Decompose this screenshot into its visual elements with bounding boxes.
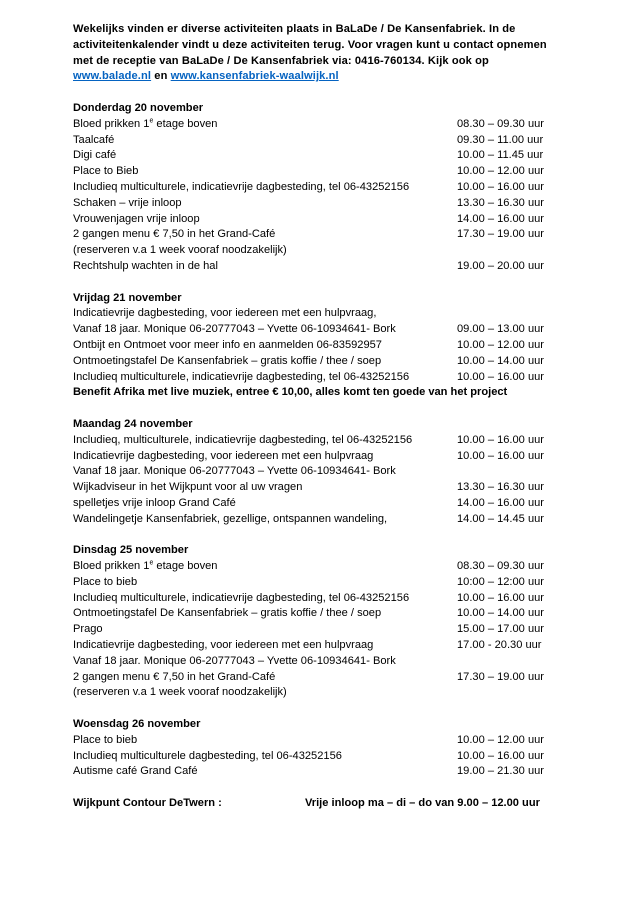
activity-label: Indicatievrije dagbesteding, voor iedereen met een hulpvraag: [73, 449, 374, 462]
activity-label: Includieq multiculturele, indicatievrije dagbesteding, tel 06-43252156: [73, 591, 410, 604]
activity-row: [73, 227, 580, 243]
activity-row: [73, 638, 580, 654]
activity-time: 14.00 – 14.45 uur: [457, 512, 544, 525]
activity-row: [73, 733, 580, 749]
activity-label: Vanaf 18 jaar. Monique 06-20777043 – Yvette 06-10934641- Bork: [73, 323, 396, 336]
balade-website-link[interactable]: www.balade.nl: [73, 70, 152, 83]
activity-row: [73, 496, 580, 512]
activity-row: [73, 449, 580, 465]
activity-label: (reserveren v.a 1 week vooraf noodzakelijk): [73, 244, 287, 257]
day-section-spacer: [73, 401, 580, 417]
activity-time: 14.00 – 16.00 uur: [457, 496, 544, 509]
activity-label: Indicatievrije dagbesteding, voor iedereen met een hulpvraag: [73, 639, 374, 652]
activity-label: Rechtshulp wachten in de hal: [73, 259, 218, 272]
activity-row: [73, 212, 580, 228]
activity-label: 2 gangen menu € 7,50 in het Grand-Café: [73, 670, 276, 683]
activity-time: 08.30 – 09.30 uur: [457, 117, 544, 130]
activity-row: [73, 749, 580, 765]
activity-row: [73, 338, 580, 354]
activity-time: 19.00 – 20.00 uur: [457, 259, 544, 272]
activity-time: 10.00 – 16.00 uur: [457, 433, 544, 446]
ordinal-superscript: e: [149, 117, 154, 125]
activity-row: [73, 480, 580, 496]
activity-time: 09.30 – 11.00 uur: [457, 133, 544, 146]
activity-row: [73, 259, 580, 275]
kansenfabriek-website-link[interactable]: www.kansenfabriek-waalwijk.nl: [170, 70, 339, 83]
intro-conjunction-text: en: [154, 70, 168, 83]
activity-label: Wijkadviseur in het Wijkpunt voor al uw vragen: [73, 481, 303, 494]
activity-time: 13.30 – 16.30 uur: [457, 481, 544, 494]
activity-row: [73, 243, 580, 259]
activity-row: [73, 433, 580, 449]
activity-row: [73, 654, 580, 670]
day-title: Vrijdag 21 november: [73, 291, 182, 304]
activity-time: 19.00 – 21.30 uur: [457, 765, 544, 778]
activity-row: [73, 180, 580, 196]
activity-label-pre: Bloed prikken 1: [73, 117, 150, 130]
activity-label: Includieq multiculturele dagbesteding, tel 06-43252156: [73, 749, 342, 762]
intro-line-3: met de receptie van BaLaDe / De Kansenfabriek via: 0416-760134. Kijk ook op: [73, 54, 489, 67]
activity-row: [73, 354, 580, 370]
activity-time: 10.00 – 16.00 uur: [457, 749, 544, 762]
activity-time: 17.30 – 19.00 uur: [457, 228, 544, 241]
activity-row: [73, 117, 580, 133]
intro-line-2: activiteitenkalender vindt u deze activiteiten terug. Voor vragen kunt u contact opnemen: [73, 38, 547, 51]
intro-line-1: Wekelijks vinden er diverse activiteiten plaats in BaLaDe / De Kansenfabriek. In de: [73, 23, 516, 35]
day-section: [73, 717, 580, 780]
activity-label: Place to bieb: [73, 733, 138, 746]
activity-row: [73, 575, 580, 591]
activity-row: [73, 559, 580, 575]
activity-label: 2 gangen menu € 7,50 in het Grand-Café: [73, 228, 276, 241]
activity-label: Includieq multiculturele, indicatievrije dagbesteding, tel 06-43252156: [73, 370, 410, 383]
activity-label: Ontmoetingstafel De Kansenfabriek – gratis koffie / thee / soep: [73, 607, 382, 620]
activity-time: 17.00 - 20.30 uur: [457, 639, 542, 652]
day-section-spacer: [73, 275, 580, 291]
day-section: [73, 543, 580, 701]
activity-row: [73, 164, 580, 180]
activity-label: Place to Bieb: [73, 165, 139, 178]
activity-label: Schaken – vrije inloop: [73, 196, 182, 209]
intro-paragraph: [73, 22, 580, 85]
activity-label: Includieq, multiculturele, indicatievrije dagbesteding, tel 06-43252156: [73, 433, 413, 446]
activity-label: Vrouwenjagen vrije inloop: [73, 212, 200, 225]
activity-label: Prago: [73, 623, 103, 636]
activity-time: 17.30 – 19.00 uur: [457, 670, 544, 683]
activity-label: Vanaf 18 jaar. Monique 06-20777043 – Yvette 06-10934641- Bork: [73, 654, 396, 667]
activity-time: 14.00 – 16.00 uur: [457, 212, 544, 225]
activity-label: Wandelingetje Kansenfabriek, gezellige, ontspannen wandeling,: [73, 512, 388, 525]
activity-label: Ontmoetingstafel De Kansenfabriek – gratis koffie / thee / soep: [73, 354, 382, 367]
day-sections: [73, 85, 580, 780]
day-section: [73, 101, 580, 275]
activity-row: [73, 464, 580, 480]
activity-row: [73, 148, 580, 164]
activity-label: Ontbijt en Ontmoet voor meer info en aanmelden 06-83592957: [73, 338, 382, 351]
activity-label-pre: Bloed prikken 1: [73, 560, 150, 573]
activity-label-post: etage boven: [153, 117, 218, 130]
day-title: Maandag 24 november: [73, 417, 193, 430]
activity-label: Benefit Afrika met live muziek, entree € 10,00, alles komt ten goede van het project: [73, 386, 508, 399]
activity-row: [73, 685, 580, 701]
activity-row: [73, 512, 580, 528]
footer-row: [73, 796, 580, 812]
activity-row: [73, 764, 580, 780]
day-section: [73, 291, 580, 402]
activity-row: [73, 322, 580, 338]
activity-row: [73, 196, 580, 212]
activity-time: 10:00 – 12:00 uur: [457, 575, 544, 588]
activity-row: [73, 306, 580, 322]
activity-time: 10.00 – 11.45 uur: [457, 149, 544, 162]
activity-time: 10.00 – 12.00 uur: [457, 733, 544, 746]
activity-time: 10.00 – 16.00 uur: [457, 370, 544, 383]
activity-label-post: etage boven: [153, 560, 218, 573]
day-section-spacer: [73, 85, 580, 101]
activity-time: 15.00 – 17.00 uur: [457, 623, 544, 636]
day-section-spacer: [73, 528, 580, 544]
activity-label: Place to bieb: [73, 575, 138, 588]
activity-time: 09.00 – 13.00 uur: [457, 323, 544, 336]
day-section: [73, 417, 580, 528]
day-title: Dinsdag 25 november: [73, 544, 189, 557]
activity-label: [73, 559, 457, 575]
activity-label: Taalcafé: [73, 133, 115, 146]
activity-time: 10.00 – 12.00 uur: [457, 165, 544, 178]
activity-row: [73, 622, 580, 638]
footer-label: Wijkpunt Contour DeTwern :: [73, 797, 222, 810]
activity-label: spelletjes vrije inloop Grand Café: [73, 496, 236, 509]
activity-row: [73, 370, 580, 386]
activity-row: [73, 591, 580, 607]
activity-label: Vanaf 18 jaar. Monique 06-20777043 – Yvette 06-10934641- Bork: [73, 465, 396, 478]
footer-spacer: [73, 780, 580, 796]
activity-time: 10.00 – 16.00 uur: [457, 449, 544, 462]
activity-time: 10.00 – 12.00 uur: [457, 338, 544, 351]
activity-row: [73, 606, 580, 622]
activity-time: 10.00 – 14.00 uur: [457, 607, 544, 620]
ordinal-superscript: e: [149, 559, 154, 567]
activity-label: Indicatievrije dagbesteding, voor iedereen met een hulpvraag,: [73, 307, 377, 320]
activity-time: 08.30 – 09.30 uur: [457, 560, 544, 573]
day-title: Donderdag 20 november: [73, 101, 204, 114]
activity-time: 10.00 – 16.00 uur: [457, 591, 544, 604]
activity-label: Autisme café Grand Café: [73, 765, 198, 778]
activity-label: Includieq multiculturele, indicatievrije dagbesteding, tel 06-43252156: [73, 180, 410, 193]
activity-time: 10.00 – 16.00 uur: [457, 180, 544, 193]
activity-time: 10.00 – 14.00 uur: [457, 354, 544, 367]
activity-label: (reserveren v.a 1 week vooraf noodzakelijk): [73, 686, 287, 699]
activity-label: Digi café: [73, 149, 117, 162]
day-title: Woensdag 26 november: [73, 718, 201, 731]
activity-row: [73, 385, 580, 401]
activity-row: [73, 670, 580, 686]
activity-row: [73, 133, 580, 149]
activity-label: [73, 117, 457, 133]
footer-hours: Vrije inloop ma – di – do van 9.00 – 12.00 uur: [305, 797, 540, 810]
day-section-spacer: [73, 701, 580, 717]
activity-time: 13.30 – 16.30 uur: [457, 196, 544, 209]
